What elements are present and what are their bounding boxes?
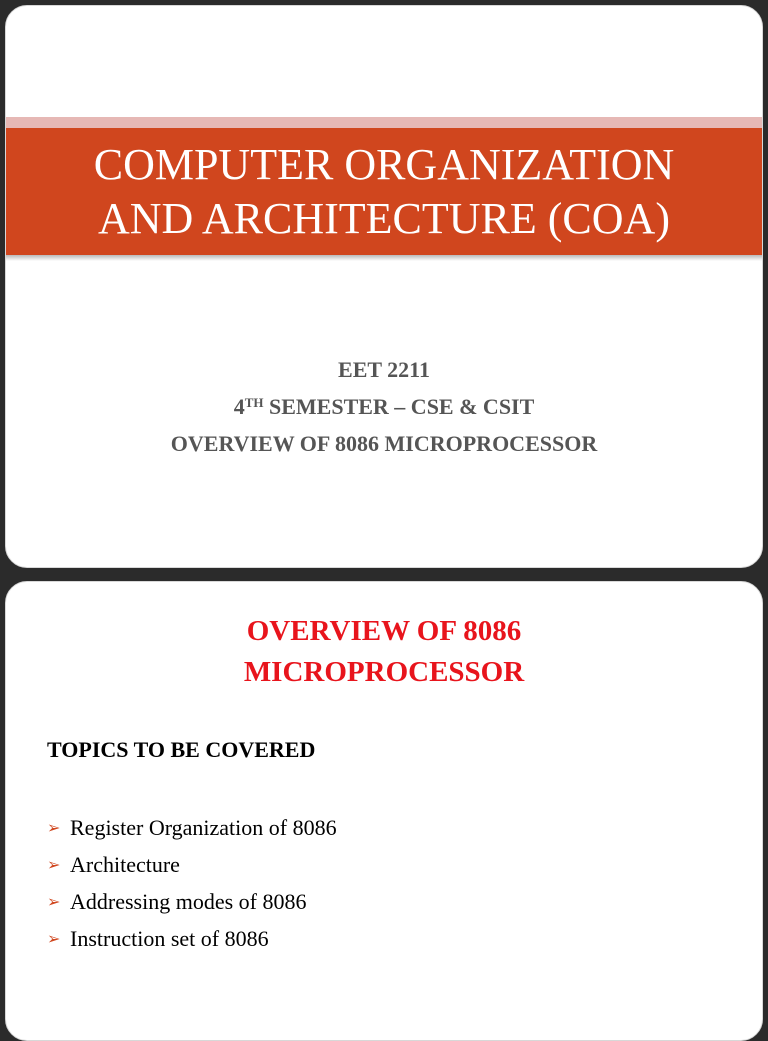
heading-line-2: MICROPROCESSOR — [243, 656, 525, 688]
slide-title-line-1: COMPUTER ORGANIZATION — [93, 139, 675, 189]
semester-line — [6, 388, 762, 425]
course-code: EET 2211 — [338, 357, 430, 382]
semester-number: 4 — [233, 394, 245, 419]
arrow-right-icon: ➢ — [47, 818, 61, 837]
title-band-highlight — [6, 117, 762, 128]
slide-title — [94, 138, 675, 246]
slide-title-line-2: AND ARCHITECTURE (COA) — [98, 193, 670, 243]
title-band — [6, 128, 762, 255]
title-band-shadow — [6, 255, 762, 261]
list-item — [47, 920, 337, 957]
semester-text: SEMESTER – CSE & CSIT — [263, 394, 535, 419]
list-item — [47, 846, 337, 883]
topic-text: Instruction set of 8086 — [70, 926, 269, 951]
semester-suffix: TH — [244, 395, 264, 410]
topics-label: TOPICS TO BE COVERED — [47, 737, 316, 762]
topics-slide — [5, 581, 763, 1041]
arrow-right-icon: ➢ — [47, 855, 61, 874]
topics-slide-heading — [6, 611, 762, 693]
topic-text: Register Organization of 8086 — [70, 815, 337, 840]
topic-text: Architecture — [70, 852, 180, 877]
list-item — [47, 883, 337, 920]
overview-line: OVERVIEW OF 8086 MICROPROCESSOR — [170, 431, 598, 456]
topic-text: Addressing modes of 8086 — [70, 889, 307, 914]
heading-line-1: OVERVIEW OF 8086 — [246, 615, 522, 647]
title-slide — [5, 5, 763, 568]
topic-list — [47, 809, 337, 957]
slide-subtitle — [6, 351, 762, 462]
arrow-right-icon: ➢ — [47, 892, 61, 911]
arrow-right-icon: ➢ — [47, 929, 61, 948]
list-item — [47, 809, 337, 846]
